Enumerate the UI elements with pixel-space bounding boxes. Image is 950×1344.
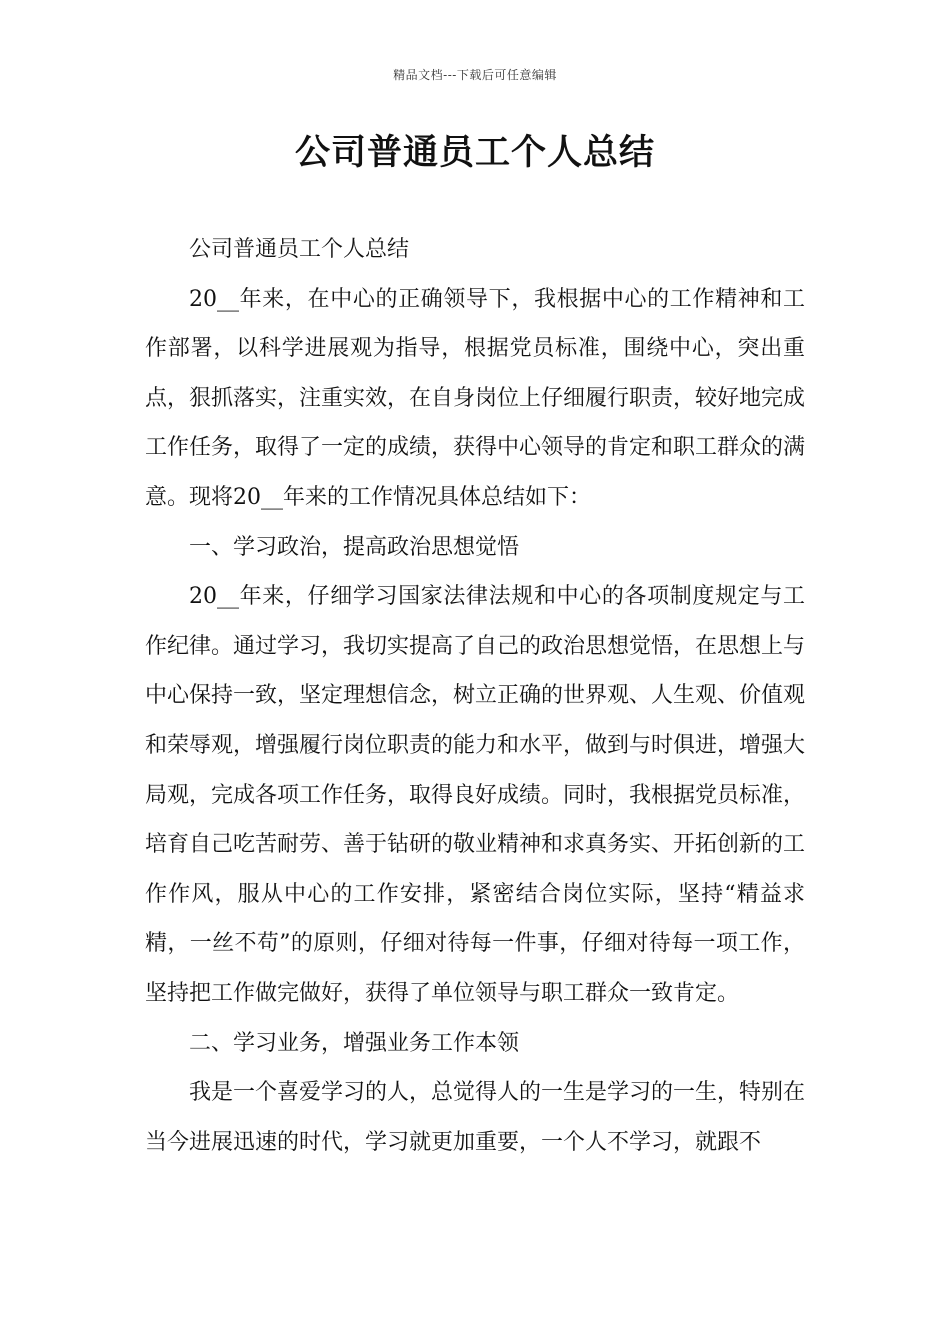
section-2-paragraph: 我是一个喜爱学习的人，总觉得人的一生是学习的一生，特别在当今进展迅速的时代，学习就更加重要，一个人不学习，就跟不 bbox=[145, 1080, 806, 1155]
section-heading-1: 一、学习政治，提高政治思想觉悟 bbox=[189, 534, 520, 560]
intro-paragraph: 20__年来，在中心的正确领导下，我根据中心的工作精神和工作部署，以科学进展观为指导，根据党员标准，围绕中心，突出重点，狠抓落实，注重实效，在自身岗位上仔细履行职责，较好地完成工作任务，取得了一定的成绩，获得中心领导的肯定和职工群众的满意。现将20__年来的工作情况具体总结如下： bbox=[145, 286, 806, 510]
section-heading-2: 二、学习业务，增强业务工作本领 bbox=[189, 1030, 520, 1056]
section-1-paragraph: 20__年来，仔细学习国家法律法规和中心的各项制度规定与工作纪律。通过学习，我切实提高了自己的政治思想觉悟，在思想上与中心保持一致，坚定理想信念，树立正确的世界观、人生观、价值观和荣辱观，增强履行岗位职责的能力和水平，做到与时俱进，增强大局观，完成各项工作任务，取得良好成绩。同时，我根据党员标准，培育自己吃苦耐劳、善于钻研的敬业精神和求真务实、开拓创新的工作作风，服从中心的工作安排，紧密结合岗位实际，坚持“精益求精，一丝不苟”的原则，仔细对待每一件事，仔细对待每一项工作，坚持把工作做完做好，获得了单位领导与职工群众一致肯定。 bbox=[145, 584, 806, 1006]
document-title: 公司普通员工个人总结 bbox=[294, 132, 655, 173]
document-body bbox=[145, 225, 805, 1167]
subtitle-paragraph: 公司普通员工个人总结 bbox=[189, 237, 410, 262]
page-header: 精品文档---下载后可任意编辑 bbox=[393, 68, 557, 82]
